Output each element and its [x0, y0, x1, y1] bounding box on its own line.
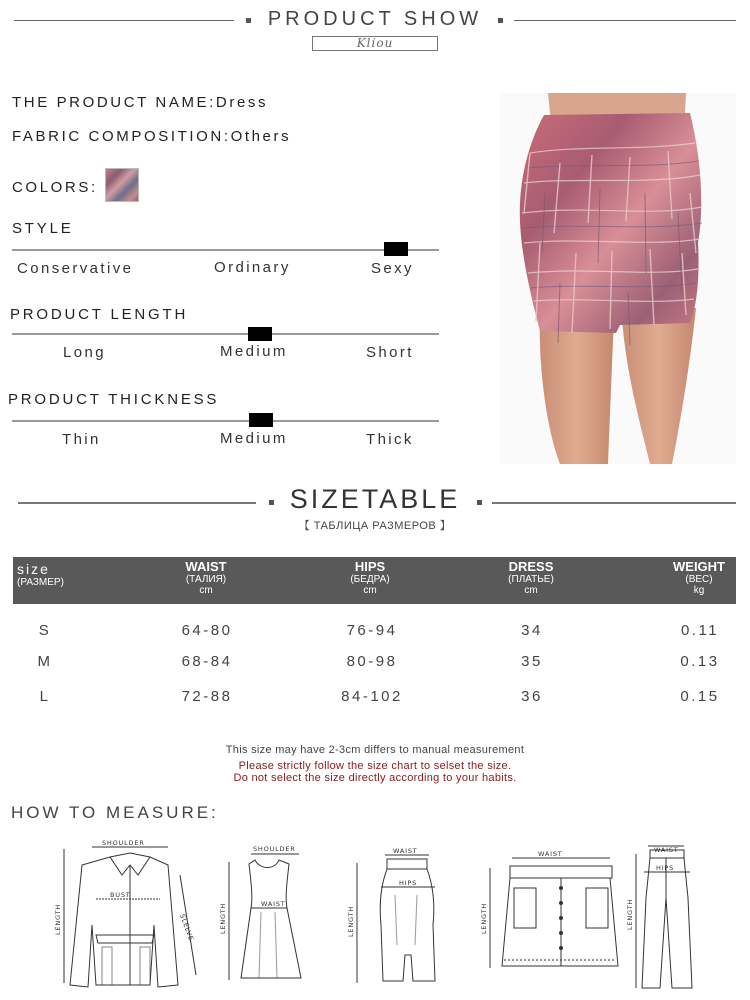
style-scale-line [12, 249, 439, 251]
product-photo[interactable] [500, 93, 736, 464]
pants-length-label: LENGTH [626, 898, 634, 930]
cell-weight: 0.11 [680, 622, 720, 639]
jacket-sleeve-label: SLELVE [178, 912, 196, 943]
cell-hips: 84-102 [341, 688, 403, 705]
header-rule-right [514, 20, 736, 21]
style-label-ordinary: Ordinary [214, 259, 291, 276]
cell-dress: 35 [521, 653, 543, 670]
thickness-label-medium: Medium [220, 430, 288, 447]
cell-hips: 76-94 [346, 622, 398, 639]
header-waist: WAIST (ТАЛИЯ) cm [185, 559, 227, 597]
brand-label: Kliou [312, 36, 438, 51]
dress-diagram [215, 842, 310, 992]
table-row [0, 688, 750, 712]
style-marker [384, 242, 408, 256]
color-swatch[interactable] [105, 168, 139, 202]
style-title: STYLE [12, 220, 74, 237]
cell-dress: 34 [521, 622, 543, 639]
skirt-diagram [345, 845, 445, 990]
thickness-scale-line [12, 420, 439, 422]
mini-skirt-diagram [478, 848, 618, 978]
header-weight: WEIGHT (ВЕС) kg [673, 559, 725, 597]
jacket-length-label: LENGTH [54, 903, 62, 935]
thickness-marker [249, 413, 273, 427]
sizetable-title: SIZETABLE [289, 484, 461, 514]
skirt-hips-label: HIPS [399, 879, 418, 887]
cell-hips: 80-98 [346, 653, 398, 670]
table-row [0, 622, 750, 646]
length-label-short: Short [366, 344, 414, 361]
pants-hips-label: HIPS [656, 864, 675, 872]
jacket-diagram [50, 835, 200, 995]
skirt-waist-label: WAIST [393, 847, 418, 855]
style-label-conservative: Conservative [17, 260, 134, 277]
cell-waist: 72-88 [181, 688, 233, 705]
fabric-composition: FABRIC COMPOSITION:Others [12, 128, 292, 145]
cell-weight: 0.13 [680, 653, 720, 670]
cell-size: M [37, 653, 53, 670]
pants-diagram [626, 838, 706, 993]
cell-waist: 64-80 [181, 622, 233, 639]
thickness-label-thick: Thick [366, 431, 414, 448]
sizetable-dot-right [477, 500, 482, 505]
length-label-medium: Medium [220, 343, 288, 360]
thickness-title: PRODUCT THICKNESS [8, 391, 220, 408]
pants-waist-label: WAIST [654, 846, 679, 854]
dress-length-label: LENGTH [219, 902, 227, 934]
style-label-sexy: Sexy [371, 260, 414, 277]
sizetable-rule-right [492, 502, 736, 504]
length-marker [248, 327, 272, 341]
mini-skirt-waist-label: WAIST [538, 850, 563, 858]
cell-dress: 36 [521, 688, 543, 705]
cell-weight: 0.15 [680, 688, 720, 705]
size-table-header [13, 557, 736, 604]
thickness-label-thin: Thin [62, 431, 101, 448]
cell-size: L [39, 688, 51, 705]
dress-waist-label: WAIST [261, 900, 286, 908]
product-name: THE PRODUCT NAME:Dress [12, 94, 269, 111]
length-scale-line [12, 333, 439, 335]
skirt-length-label: LENGTH [347, 905, 355, 937]
header-title: PRODUCT SHOW [267, 8, 483, 30]
jacket-bust-label: BUST [110, 891, 131, 899]
warning-note-2: Do not select the size directly according to your habits. [233, 772, 517, 784]
header-size: size (РАЗМЕР) [17, 561, 64, 589]
length-title: PRODUCT LENGTH [10, 306, 189, 323]
table-row [0, 653, 750, 677]
jacket-shoulder-label: SHOULDER [102, 839, 145, 847]
length-label-long: Long [63, 344, 106, 361]
measurement-note: This size may have 2-3cm differs to manual measurement [225, 744, 525, 756]
how-to-measure-title: HOW TO MEASURE: [11, 803, 219, 822]
warning-note-1: Please strictly follow the size chart to selset the size. [238, 760, 512, 772]
colors-label: COLORS: [12, 179, 98, 196]
header-dress: DRESS (ПЛАТЬЕ) cm [508, 559, 554, 597]
sizetable-subtitle: 【 ТАБЛИЦА РАЗМЕРОВ 】 [298, 520, 452, 532]
cell-size: S [38, 622, 52, 639]
mini-skirt-length-label: LENGTH [480, 902, 488, 934]
cell-waist: 68-84 [181, 653, 233, 670]
header-dot-right [498, 18, 503, 23]
header-hips: HIPS (БЕДРА) cm [350, 559, 390, 597]
dress-shoulder-label: SHOULDER [253, 845, 296, 853]
